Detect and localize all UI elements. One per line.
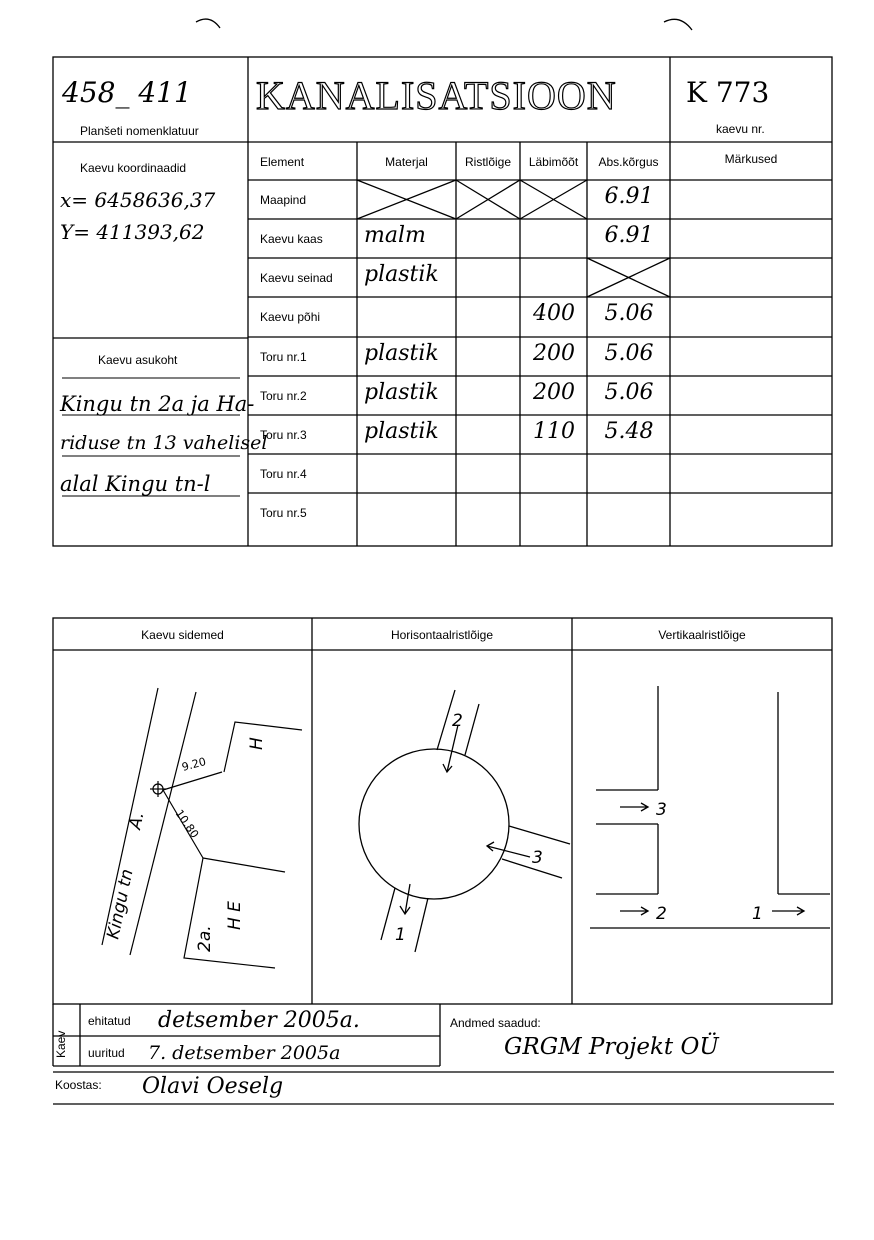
compiled-label: Koostas:	[55, 1078, 102, 1092]
tie-distance-2: 10.80	[172, 807, 202, 841]
row-material-value: malm	[364, 223, 426, 248]
row-diameter-value: 400	[533, 301, 575, 326]
row-element-label: Kaevu kaas	[260, 232, 323, 246]
col-header-cross-section: Ristlõige	[464, 155, 512, 169]
row-element-label: Toru nr.3	[260, 428, 307, 442]
diagram-panels	[0, 600, 874, 1120]
well-number-value: K 773	[686, 76, 770, 109]
horizontal-section-diagram	[359, 690, 570, 952]
location-line-2: riduse tn 13 vahelisel	[60, 432, 268, 454]
row-element-label: Toru nr.1	[260, 350, 307, 364]
house-h2-label: H E	[225, 901, 245, 930]
row-material-value: plastik	[364, 262, 439, 287]
plan-sheet-label: Planšeti nomenklatuur	[80, 124, 199, 138]
row-element-label: Maapind	[260, 193, 307, 207]
coords-label: Kaevu koordinaadid	[80, 161, 187, 175]
row-element-label: Kaevu seinad	[260, 271, 333, 285]
built-label: ehitatud	[88, 1014, 131, 1028]
data-source-value: GRGM Projekt OÜ	[504, 1034, 719, 1060]
row-height-value: 5.06	[604, 341, 654, 366]
house-h1-label: H	[247, 737, 267, 750]
row-height-value: 5.06	[604, 301, 654, 326]
row-material-value: plastik	[364, 341, 439, 366]
col-header-notes: Märkused	[724, 152, 778, 166]
coord-y: Y= 411393,62	[60, 220, 205, 244]
location-line-3: alal Kingu tn-l	[60, 472, 211, 496]
tie-distance-1: 9.20	[180, 754, 208, 774]
vertical-pipe-1-label: 1	[752, 904, 763, 924]
row-height-value: 6.91	[604, 223, 654, 248]
col-header-element: Element	[260, 155, 305, 169]
pipe-3-label: 3	[532, 848, 543, 868]
location-label: Kaevu asukoht	[98, 353, 178, 367]
row-height-value: 5.06	[604, 380, 654, 405]
surveyed-label: uuritud	[88, 1046, 125, 1060]
col-header-diameter: Läbimõõt	[528, 155, 579, 169]
built-value: detsember 2005a.	[158, 1008, 360, 1033]
vertical-section-header: Vertikaalristlõige	[658, 628, 746, 642]
col-header-abs-height: Abs.kõrgus	[598, 155, 659, 169]
row-diameter-value: 200	[533, 380, 575, 405]
row-height-value: 5.48	[604, 419, 654, 444]
compiled-value: Olavi Oeselg	[142, 1074, 284, 1099]
row-element-label: Toru nr.5	[260, 506, 307, 520]
pipe-2-label: 2	[452, 711, 463, 731]
surveyed-value: 7. detsember 2005a	[148, 1042, 341, 1064]
row-element-label: Toru nr.4	[260, 467, 307, 481]
row-diameter-value: 110	[533, 419, 575, 444]
street-name: Kingu tn	[103, 867, 138, 942]
ties-header: Kaevu sidemed	[141, 628, 224, 642]
pipe-1-label: 1	[395, 925, 406, 945]
tie-letter-a: A.	[125, 809, 149, 832]
row-diameter-value: 200	[533, 341, 575, 366]
house-number: 2a.	[195, 925, 215, 952]
row-material-value: plastik	[364, 419, 439, 444]
vertical-pipe-2-label: 2	[656, 904, 667, 924]
well-number-label: kaevu nr.	[716, 122, 765, 136]
data-source-label: Andmed saadud:	[450, 1016, 541, 1030]
col-header-material: Materjal	[385, 155, 428, 169]
plan-sheet-value: 458_ 411	[62, 76, 192, 109]
coord-x: x= 6458636,37	[60, 188, 216, 212]
row-height-value: 6.91	[604, 184, 654, 209]
vertical-pipe-3-label: 3	[656, 800, 667, 820]
location-line-1: Kingu tn 2a ja Ha-	[60, 392, 255, 416]
page-title: KANALISATSIOON	[256, 73, 617, 118]
horizontal-section-header: Horisontaalristlõige	[390, 628, 494, 642]
well-side-label: Kaev	[54, 1030, 68, 1058]
row-element-label: Kaevu põhi	[260, 310, 321, 324]
row-material-value: plastik	[364, 380, 439, 405]
vertical-section-diagram	[590, 686, 830, 928]
row-element-label: Toru nr.2	[260, 389, 307, 403]
